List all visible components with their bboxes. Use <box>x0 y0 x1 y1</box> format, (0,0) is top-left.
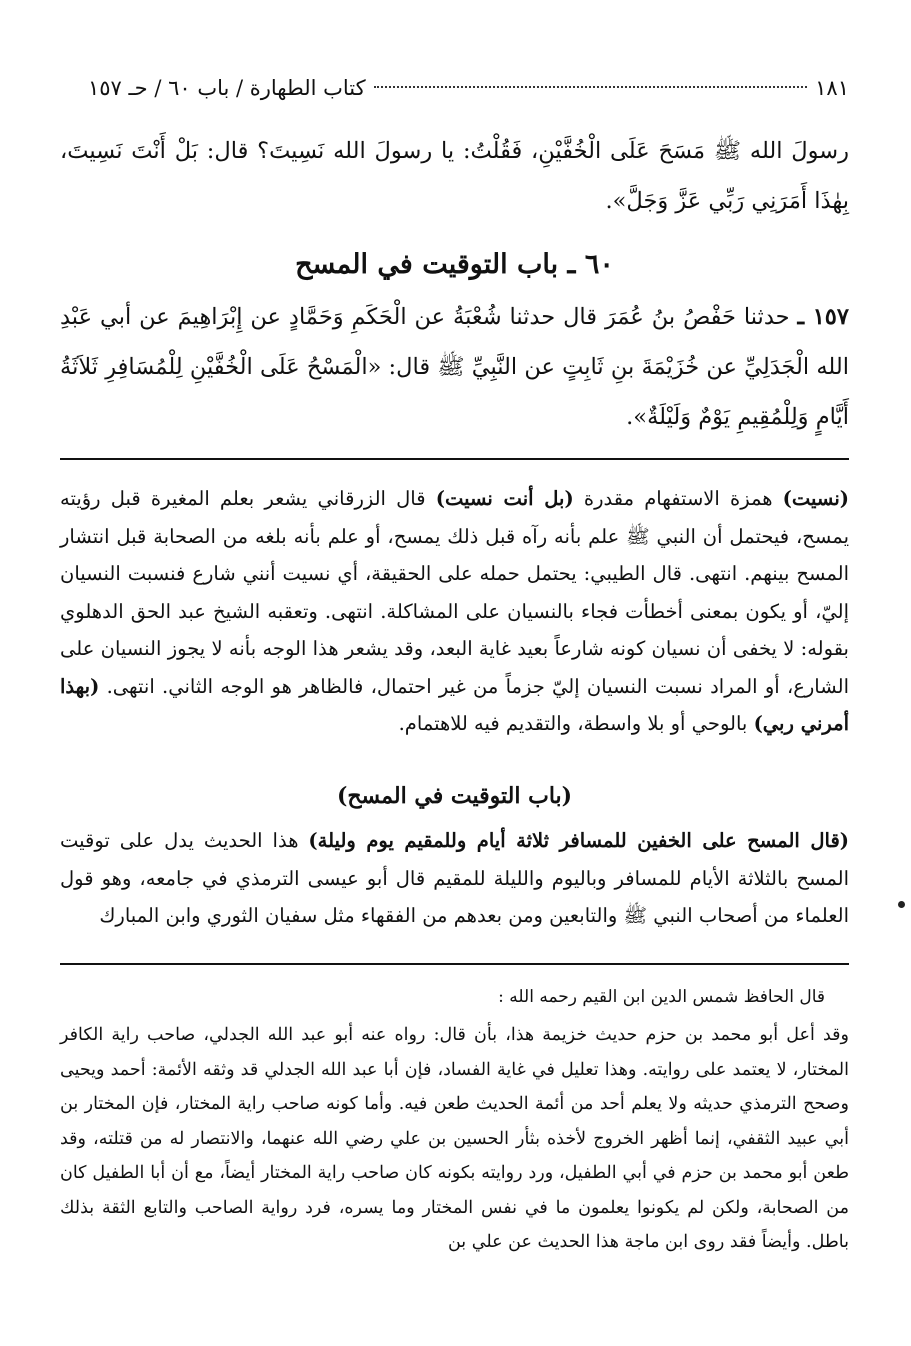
quoted-phrase: (بل أنت نسيت) <box>435 487 574 510</box>
commentary-text: بالوحي أو بلا واسطة، والتقديم فيه للاهتمام. <box>398 712 748 735</box>
chapter-title: ٦٠ ـ باب التوقيت في المسح <box>295 249 614 280</box>
commentary-text: هذا الحديث يدل على توقيت المسح بالثلاثة الأيام للمسافر وباليوم والليلة للمقيم قال أبو عيسى الترمذي في جامعه، وهو قول العلماء من أصحاب النبي ﷺ والتابعين ومن بعدهم من الفقهاء مثل سفيان الثوري وابن المبارك <box>60 829 849 927</box>
hadith-157 <box>60 292 849 442</box>
commentary-block-2 <box>60 822 849 935</box>
hadith-continuation: رسولَ الله ﷺ مَسَحَ عَلَى الْخُفَّيْنِ، فَقُلْتُ: يا رسولَ الله نَسِيتَ؟ قال: بَلْ أَنْتَ نَسِيتَ، بِهٰذَا أَمَرَنِي رَبِّي عَزَّ وَجَلَّ». <box>60 138 849 214</box>
page-header <box>88 70 849 106</box>
quoted-phrase: (نسيت) <box>782 487 849 510</box>
commentary-text: همزة الاستفهام مقدرة <box>583 487 773 510</box>
commentary-text: قال الزرقاني يشعر بعلم المغيرة قبل رؤيته يمسح، فيحتمل أن النبي ﷺ علم بأنه رآه قبل ذلك يمسح، أو علم بأنه بلغه من الصحابة قبل انتشار المسح بينهم. انتهى. قال الطيبي: يحتمل حمله على الحقيقة، أي نسيت أنني شارع فنسبت النسيان إليّ، أو يكون بمعنى أخطأت فجاء بالنسيان على المشاكلة. انتهى. وتعقبه الشيخ عبد الحق الدهلوي بقوله: لا يخفى أن نسيان كونه شارعاً بعيد غاية البعد، وقد يشعر هذا الوجه بأنه لا يجوز النسيان على الشارع، أو المراد نسبت النسيان إليّ جزماً من غير احتمال، فالظاهر هو الوجه الثاني. انتهى. <box>60 487 850 698</box>
commentary-subtitle: (باب التوقيت في المسح) <box>336 783 573 809</box>
quoted-phrase: (بهذا أمرني ربي) <box>60 674 849 735</box>
ibn-qayyim-heading: قال الحافظ شمس الدين ابن القيم رحمه الله : <box>498 987 825 1007</box>
commentary-block <box>60 480 849 743</box>
scan-mark <box>898 901 905 908</box>
hadith-text: حدثنا حَفْصُ بنُ عُمَرَ قال حدثنا شُعْبَةُ عن الْحَكَمِ وَحَمَّادٍ عن إِبْرَاهِيمَ عن أبي عَبْدِ الله الْجَدَلِيِّ عن خُزَيْمَةَ بنِ ثَابِتٍ عن النَّبِيِّ ﷺ قال: «الْمَسْحُ عَلَى الْخُفَّيْنِ لِلْمُسَافِرِ ثَلاَثَةُ أَيَّامٍ وَلِلْمُقِيمِ يَوْمٌ وَلَيْلَةٌ». <box>60 304 849 430</box>
ibn-qayyim-text <box>60 1018 849 1260</box>
ibn-qayyim-paragraph: وقد أعل أبو محمد بن حزم حديث خزيمة هذا، بأن قال: رواه عنه أبو عبد الله الجدلي، صاحب راية الكافر المختار، لا يعتمد على روايته. وهذا تعليل في غاية الفساد، فإن أبا عبد الله الجدلي قد وثقه الأئمة: أحمد ويحيى وصحح الترمذي حديثه ولا يعلم أحد من أئمة الحديث طعن فيه. وأما كونه صاحب راية المختار، فإن المختار بن أبي عبيد الثقفي، إنما أظهر الخروج لأخذه بثأر الحسين بن علي رضي الله عنهما، والانتصار له من قتلته، وقد طعن أبو محمد بن حزم في أبي الطفيل، ورد روايته بكونه كان صاحب راية المختار أيضاً، مع أن أبا الطفيل كان من الصحابة، ولكن لم يكونوا يعلمون ما في نفس المختار وما يسره، فرد رواية الصاحب والتابع الثقة بذلك باطل. وأيضاً فقد روى ابن ماجة هذا الحديث عن علي بن <box>60 1025 849 1252</box>
running-title: كتاب الطهارة / باب ٦٠ / حـ ١٥٧ <box>88 76 366 100</box>
hadith-number: ١٥٧ ـ <box>797 304 849 330</box>
page-number: ١٨١ <box>815 76 849 100</box>
divider-rule <box>60 963 849 965</box>
divider-rule <box>60 458 849 460</box>
quoted-phrase: (قال المسح على الخفين للمسافر ثلاثة أيام وللمقيم يوم وليلة) <box>308 829 849 852</box>
dotted-leader <box>374 86 808 88</box>
